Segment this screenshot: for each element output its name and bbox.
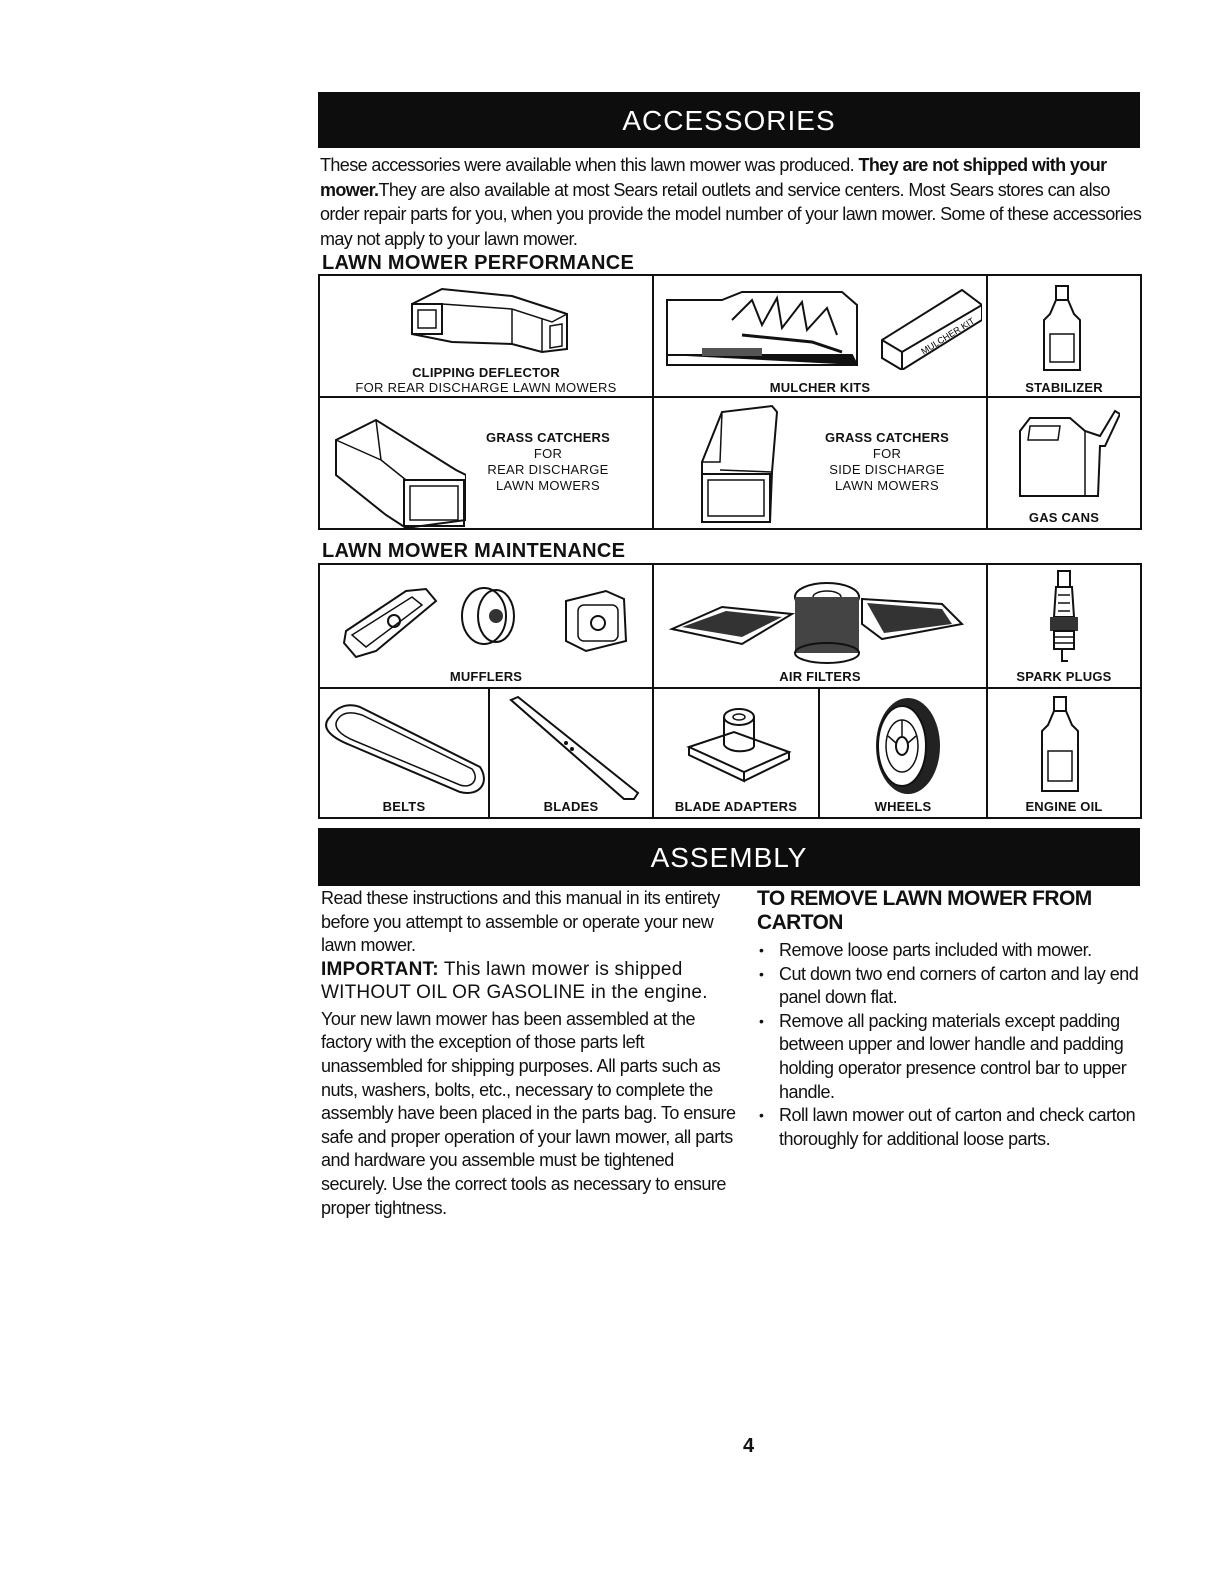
accessories-title: ACCESSORIES: [622, 105, 836, 136]
cell-side-grass-catcher: [652, 396, 988, 530]
mulcher-kit-icon: [662, 280, 982, 370]
accessories-banner: [318, 92, 1140, 148]
blade-adapter-icon: [684, 697, 794, 797]
assembly-title: ASSEMBLY: [650, 842, 808, 873]
assembly-left-column: [321, 887, 741, 1220]
clipping-deflector-label: CLIPPING DEFLECTOR: [412, 365, 560, 380]
intro-bold: They are not shipped with your mower.: [320, 155, 1107, 200]
mufflers-label: MUFFLERS: [449, 669, 523, 684]
mulcher-kits-label: MULCHER KITS: [769, 380, 871, 395]
assembly-right-column: [757, 887, 1157, 1151]
blades-label: BLADES: [543, 799, 599, 814]
remove-from-carton-heading: TO REMOVE LAWN MOWER FROM CARTON: [757, 887, 1092, 934]
spark-plug-icon: [1044, 567, 1084, 667]
cell-mufflers: [318, 563, 654, 689]
engine-oil-bottle-icon: [1036, 695, 1086, 795]
carton-steps-list: [757, 939, 1157, 1151]
cell-gas-cans: [986, 396, 1142, 530]
rear-grass-catcher-icon: [326, 400, 466, 530]
list-item: • Remove loose parts included with mower.: [757, 939, 1157, 963]
rear-catcher-label-4: LAWN MOWERS: [496, 478, 600, 493]
clipping-deflector-sublabel: FOR REAR DISCHARGE LAWN MOWERS: [355, 380, 617, 395]
list-item: • Roll lawn mower out of carton and check carton thoroughly for additional loose parts.: [757, 1104, 1157, 1151]
cell-rear-grass-catcher: [318, 396, 654, 530]
stabilizer-bottle-icon: [1038, 284, 1088, 374]
cell-mulcher-kits: [652, 274, 988, 398]
rear-catcher-label-3: REAR DISCHARGE: [487, 462, 609, 477]
mulcher-kit-box-text: MULCHER KIT: [919, 315, 977, 357]
cell-spark-plugs: [986, 563, 1142, 689]
muffler-icon: [326, 571, 646, 671]
engine-oil-label: ENGINE OIL: [1025, 799, 1103, 814]
cell-belts: [318, 687, 490, 819]
wheels-label: WHEELS: [874, 799, 932, 814]
list-item: • Remove all packing materials except padding between upper and lower handle and padding holding operator presence control bar to upper handle.: [757, 1010, 1157, 1104]
important-note: [321, 958, 741, 1004]
side-catcher-label-3: SIDE DISCHARGE: [829, 462, 945, 477]
side-catcher-label-1: GRASS CATCHERS: [825, 430, 949, 445]
assembly-intro-paragraph: Read these instructions and this manual in its entirety before you attempt to assemble or operate your new lawn mower.: [321, 888, 720, 956]
cell-engine-oil: [986, 687, 1142, 819]
air-filters-label: AIR FILTERS: [779, 669, 861, 684]
assembly-banner: [318, 828, 1140, 886]
clipping-deflector-icon: [402, 284, 582, 364]
accessories-intro: [320, 153, 1142, 251]
air-filter-icon: [662, 569, 982, 669]
maintenance-title: LAWN MOWER MAINTENANCE: [322, 540, 626, 562]
cell-air-filters: [652, 563, 988, 689]
intro-text-2: They are also available at most Sears retail outlets and service centers. Most Sears stores can also order repair parts for you, when you provide the model number of your lawn mower. Some of these accessories may not apply to your lawn mower.: [320, 179, 1142, 249]
cell-blades: [488, 687, 654, 819]
important-label: IMPORTANT:: [321, 958, 439, 980]
assembly-parts-paragraph: Your new lawn mower has been assembled at the factory with the exception of those parts left unassembled for shipping purposes. All parts such as nuts, washers, bolts, etc., necessary to complete the assembly have been placed in the parts bag. To ensure safe and proper operation of your lawn mower, all parts and hardware you assemble must be tightened securely. Use the correct tools as necessary to ensure proper tightness.: [321, 1008, 736, 1218]
blade-icon: [506, 695, 646, 805]
important-text: This lawn mower is shipped WITHOUT OIL OR GASOLINE in the engine.: [321, 958, 708, 1003]
rear-catcher-label-2: FOR: [533, 446, 563, 461]
side-grass-catcher-icon: [692, 402, 802, 532]
spark-plugs-label: SPARK PLUGS: [1016, 669, 1112, 684]
cell-stabilizer: [986, 274, 1142, 398]
list-item: • Cut down two end corners of carton and lay end panel down flat.: [757, 963, 1157, 1010]
cell-clipping-deflector: [318, 274, 654, 398]
intro-text-1: These accessories were available when this lawn mower was produced.: [320, 155, 859, 175]
gas-cans-label: GAS CANS: [1028, 510, 1100, 525]
rear-catcher-label-1: GRASS CATCHERS: [486, 430, 610, 445]
gas-can-icon: [1010, 406, 1120, 506]
side-catcher-label-4: LAWN MOWERS: [835, 478, 939, 493]
cell-blade-adapters: [652, 687, 820, 819]
blade-adapters-label: BLADE ADAPTERS: [674, 799, 798, 814]
side-catcher-label-2: FOR: [872, 446, 902, 461]
stabilizer-label: STABILIZER: [1025, 380, 1103, 395]
belts-label: BELTS: [382, 799, 426, 814]
wheel-icon: [866, 691, 946, 801]
page-number: 4: [743, 1435, 755, 1457]
belt-icon: [320, 697, 490, 797]
cell-wheels: [818, 687, 988, 819]
performance-title: LAWN MOWER PERFORMANCE: [322, 252, 642, 276]
